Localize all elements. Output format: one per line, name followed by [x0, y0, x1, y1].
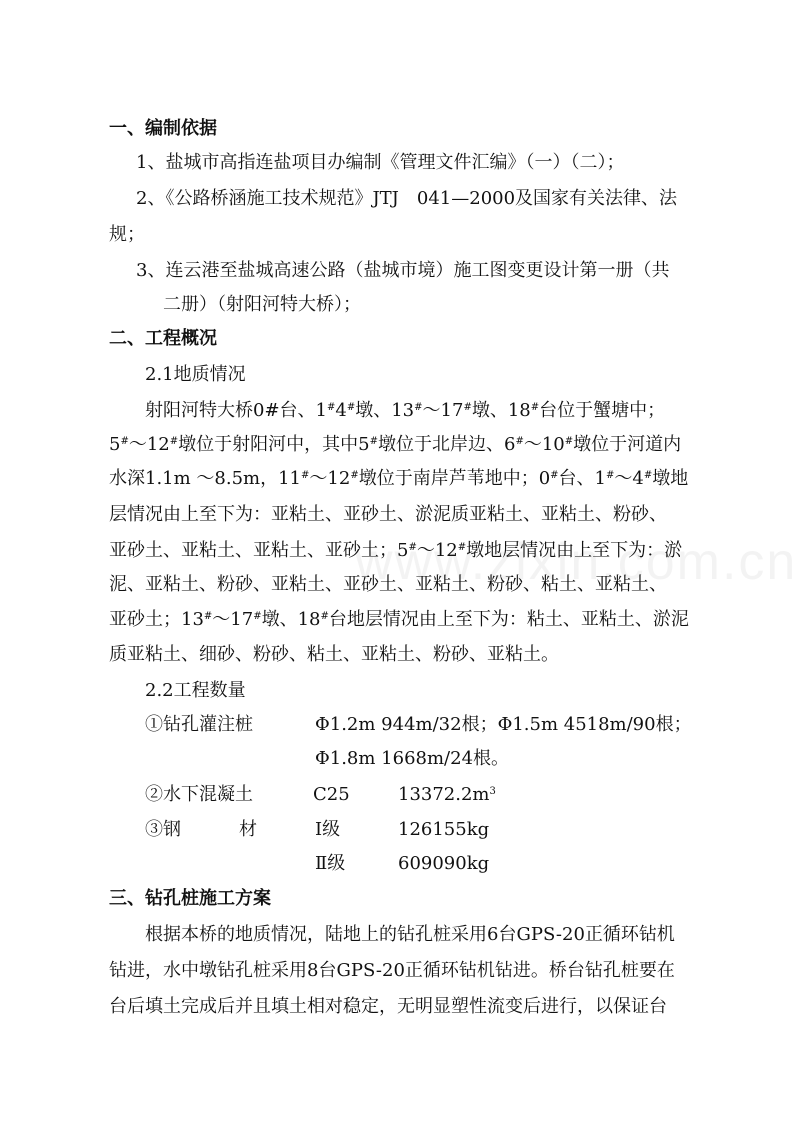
qty-row4-label-b: 材	[239, 819, 257, 840]
geology-paragraph-line7: 亚砂土；13#～17#墩、18#台地层情况由上至下为：粘土、亚粘土、淤泥	[109, 609, 689, 630]
geology-paragraph-line2: 5#～12#墩位于射阳河中，其中5#墩位于北岸边、6#～10#墩位于河道内	[109, 434, 682, 455]
qty-row5-value: 609090kg	[398, 853, 490, 874]
qty-row4-label-a: ③钢	[145, 819, 181, 840]
geology-paragraph-line5: 亚砂土、亚粘土、亚粘土、亚砂土；5#～12#墩地层情况由上至下为：淤	[109, 540, 683, 561]
qty-row2-value: Φ1.8m 1668m/24根。	[315, 748, 510, 769]
section2-sub1-title: 2.1地质情况	[145, 364, 246, 385]
section3-heading: 三、钻孔桩施工方案	[109, 888, 271, 909]
geology-paragraph-line3: 水深1.1m ～8.5m，11#～12#墩位于南岸芦苇地中；0#台、1#～4#墩地	[109, 468, 689, 489]
geology-paragraph-line6: 泥、亚粘土、粉砂、亚粘土、亚砂土、亚粘土、粉砂、粘土、亚粘土、	[109, 574, 667, 595]
section1-item-3-line1: 3、连云港至盐城高速公路（盐城市境）施工图变更设计第一册（共	[136, 260, 670, 281]
section2-sub2-title: 2.2工程数量	[145, 680, 246, 701]
section3-paragraph-line2: 钻进，水中墩钻孔桩采用8台GPS-20正循环钻机钻进。桥台钻孔桩要在	[109, 960, 675, 981]
qty-row1-value: Φ1.2m 944m/32根；Φ1.5m 4518m/90根；	[315, 714, 692, 735]
section1-heading: 一、编制依据	[109, 118, 217, 139]
qty-row1-label: ①钻孔灌注桩	[145, 714, 253, 735]
section2-heading: 二、工程概况	[109, 328, 217, 349]
qty-row3-value: $13372.2m^3$	[398, 784, 496, 805]
section3-paragraph-line3: 台后填土完成后并且填土相对稳定，无明显塑性流变后进行，以保证台	[109, 996, 667, 1017]
geology-paragraph-line8: 质亚粘土、细砂、粉砂、粘土、亚粘土、粉砂、亚粘土。	[109, 644, 559, 665]
geology-paragraph-line4: 层情况由上至下为：亚粘土、亚砂土、淤泥质亚粘土、亚粘土、粉砂、	[109, 504, 667, 525]
section1-item-2-line2: 规；	[109, 224, 145, 245]
qty-row3-grade: C25	[313, 784, 350, 805]
qty-row3-label: ②水下混凝土	[145, 784, 253, 805]
qty-row4-grade: Ⅰ级	[315, 819, 341, 840]
section3-paragraph-line1: 根据本桥的地质情况，陆地上的钻孔桩采用6台GPS-20正循环钻机	[145, 924, 675, 945]
section1-item-2-line1: 2、《公路桥涵施工技术规范》JTJ 041—2000及国家有关法律、法	[136, 188, 678, 209]
section1-item-3-line2: 二册）（射阳河特大桥）；	[163, 294, 361, 315]
qty-row5-grade: Ⅱ级	[315, 853, 346, 874]
geology-paragraph-line1: 射阳河特大桥0#台、1#4#墩、13#～17#墩、18#台位于蟹塘中；	[145, 400, 666, 421]
section1-item-1: 1、盐城市高指连盐项目办编制《管理文件汇编》（一）（二）；	[136, 152, 625, 173]
qty-row4-value: 126155kg	[398, 819, 490, 840]
